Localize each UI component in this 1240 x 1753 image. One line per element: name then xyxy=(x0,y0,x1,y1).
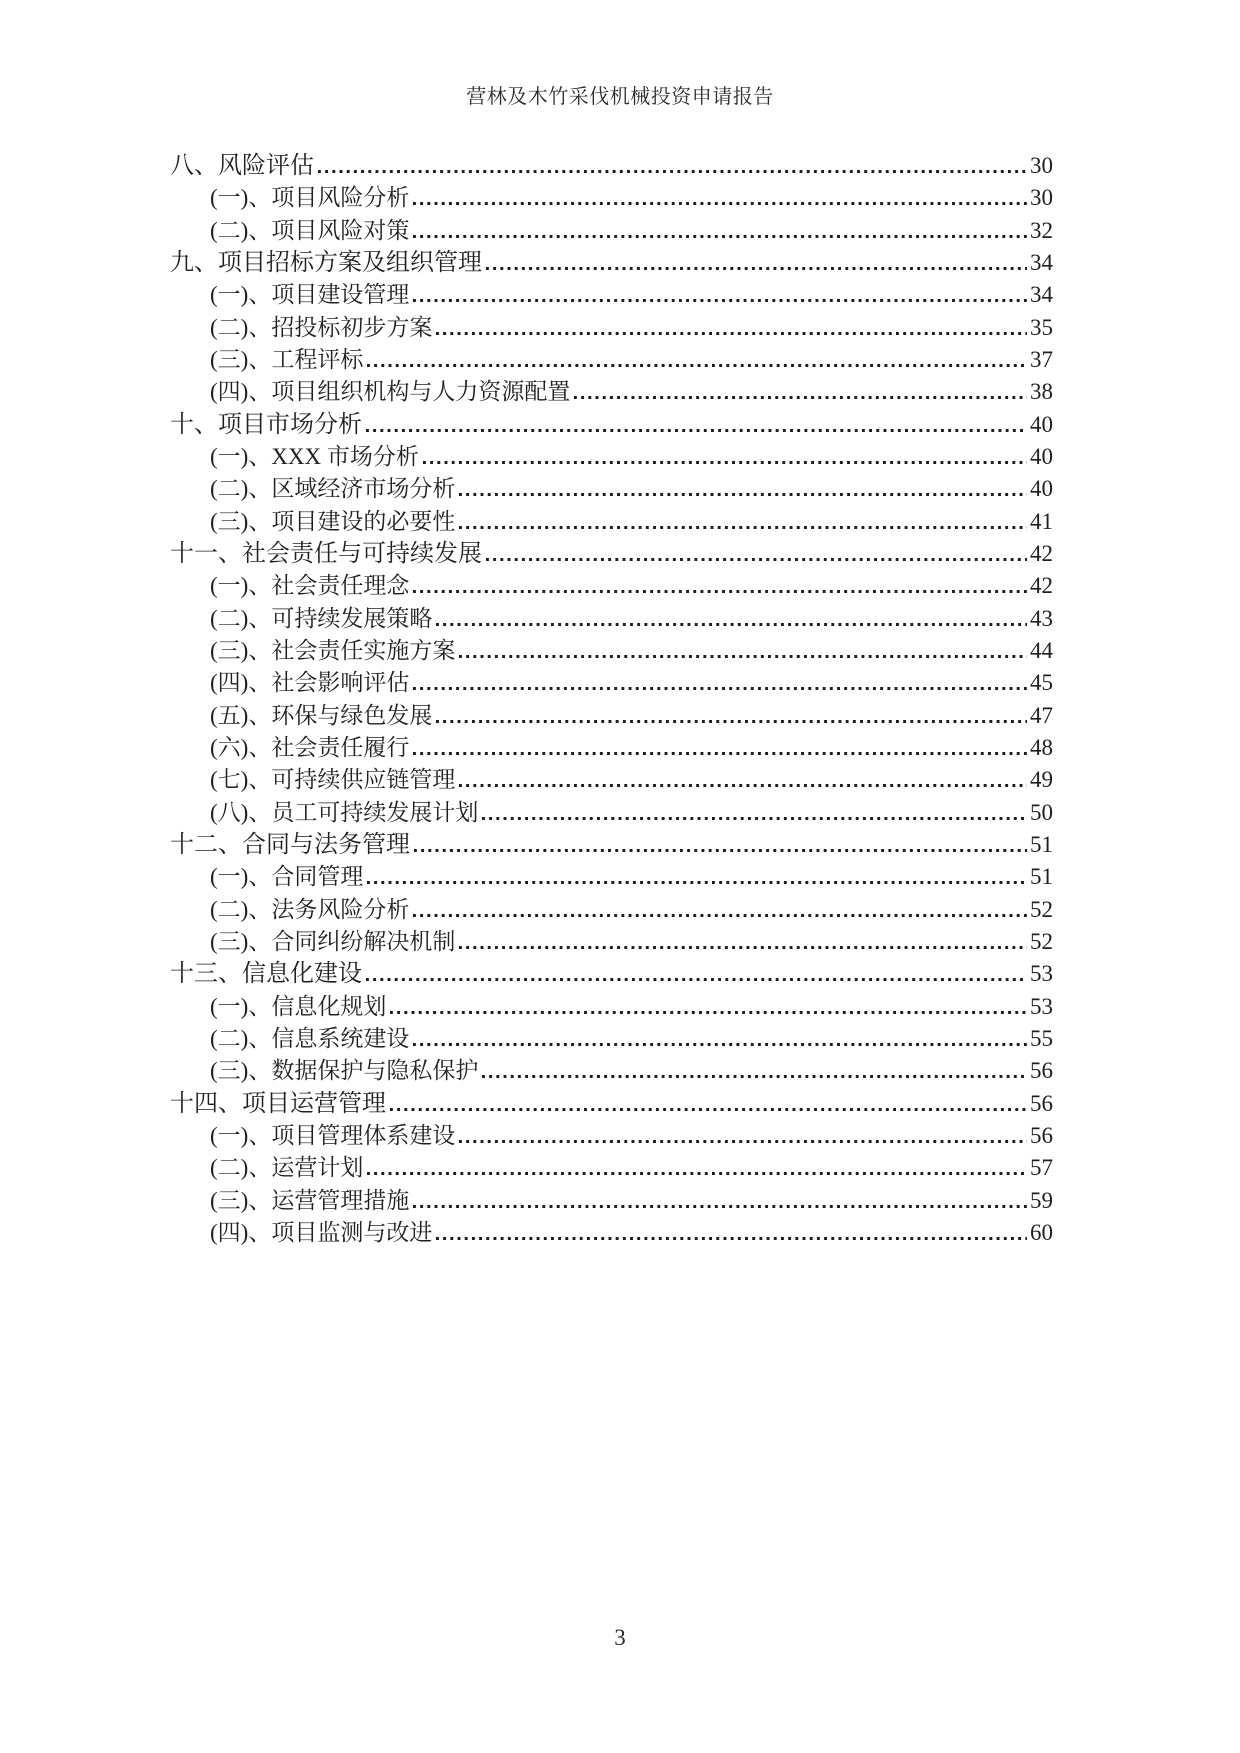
toc-dots-leader xyxy=(390,1108,1027,1111)
toc-entry-page-number: 52 xyxy=(1030,928,1053,954)
toc-entry-title: (八)、员工可持续发展计划 xyxy=(210,799,479,825)
toc-entry[interactable] xyxy=(170,667,1053,699)
toc-dots-leader xyxy=(459,493,1027,496)
toc-entry-page-number: 56 xyxy=(1030,1058,1053,1084)
toc-entry[interactable] xyxy=(170,247,1053,279)
toc-entry[interactable] xyxy=(170,829,1053,861)
toc xyxy=(170,150,1053,1249)
toc-entry-page-number: 30 xyxy=(1030,153,1053,178)
toc-dots-leader xyxy=(413,687,1027,690)
toc-dots-leader xyxy=(413,1043,1027,1046)
toc-dots-leader xyxy=(367,364,1027,367)
toc-entry-title: (七)、可持续供应链管理 xyxy=(210,767,456,793)
toc-entry-page-number: 53 xyxy=(1030,961,1053,987)
toc-entry[interactable] xyxy=(170,991,1053,1023)
toc-entry[interactable] xyxy=(170,1152,1053,1184)
toc-entry-page-number: 49 xyxy=(1030,767,1053,793)
toc-entry[interactable] xyxy=(170,1055,1053,1087)
toc-dots-leader xyxy=(574,396,1027,399)
toc-entry[interactable] xyxy=(170,732,1053,764)
toc-dots-leader xyxy=(459,655,1027,658)
toc-entry-page-number: 53 xyxy=(1030,993,1053,1019)
toc-dots-leader xyxy=(423,461,1027,464)
toc-entry-page-number: 42 xyxy=(1030,540,1053,566)
toc-entry-page-number: 40 xyxy=(1030,443,1053,469)
toc-entry[interactable] xyxy=(170,506,1053,538)
toc-entry-page-number: 50 xyxy=(1030,799,1053,825)
toc-entry-page-number: 43 xyxy=(1030,605,1053,631)
toc-dots-leader xyxy=(366,978,1027,981)
toc-entry[interactable] xyxy=(170,570,1053,602)
toc-entry-title: (一)、XXX 市场分析 xyxy=(210,443,419,469)
toc-entry-page-number: 41 xyxy=(1030,508,1053,534)
toc-entry[interactable] xyxy=(170,603,1053,635)
toc-entry-title: (三)、社会责任实施方案 xyxy=(210,637,456,663)
toc-entry[interactable] xyxy=(170,958,1053,990)
toc-entry[interactable] xyxy=(170,150,1053,182)
toc-dots-leader xyxy=(459,784,1027,787)
toc-entry[interactable] xyxy=(170,312,1053,344)
toc-entry-title: (一)、社会责任理念 xyxy=(210,573,410,599)
toc-entry-title: (五)、环保与绿色发展 xyxy=(210,702,433,728)
toc-entry-page-number: 40 xyxy=(1030,411,1053,437)
toc-entry-page-number: 48 xyxy=(1030,734,1053,760)
toc-entry-page-number: 51 xyxy=(1030,864,1053,890)
toc-entry-title: (二)、信息系统建设 xyxy=(210,1025,410,1051)
toc-entry-title: (一)、合同管理 xyxy=(210,864,364,890)
toc-dots-leader xyxy=(318,170,1027,173)
toc-dots-leader xyxy=(486,267,1027,270)
toc-dots-leader xyxy=(366,429,1027,432)
toc-entry-page-number: 34 xyxy=(1030,282,1053,308)
toc-entry[interactable] xyxy=(170,635,1053,667)
toc-dots-leader xyxy=(459,946,1027,949)
toc-entry-page-number: 51 xyxy=(1030,831,1053,857)
toc-entry-page-number: 55 xyxy=(1030,1025,1053,1051)
toc-dots-leader xyxy=(367,1172,1027,1175)
toc-entry[interactable] xyxy=(170,376,1053,408)
toc-entry[interactable] xyxy=(170,279,1053,311)
toc-entry[interactable] xyxy=(170,1023,1053,1055)
toc-dots-leader xyxy=(413,202,1027,205)
toc-dots-leader xyxy=(486,558,1027,561)
toc-entry-page-number: 38 xyxy=(1030,379,1053,405)
toc-dots-leader xyxy=(459,526,1027,529)
toc-entry-page-number: 35 xyxy=(1030,314,1053,340)
toc-entry-title: (三)、合同纠纷解决机制 xyxy=(210,928,456,954)
toc-entry-title: (三)、项目建设的必要性 xyxy=(210,508,456,534)
toc-entry[interactable] xyxy=(170,894,1053,926)
toc-entry-title: 十四、项目运营管理 xyxy=(170,1090,386,1117)
toc-entry-title: (二)、可持续发展策略 xyxy=(210,605,433,631)
toc-entry-title: (二)、项目风险对策 xyxy=(210,217,410,243)
toc-entry-title: (四)、项目组织机构与人力资源配置 xyxy=(210,379,571,405)
toc-entry-page-number: 30 xyxy=(1030,185,1053,211)
toc-entry-title: (一)、项目风险分析 xyxy=(210,185,410,211)
toc-entry-title: (四)、项目监测与改进 xyxy=(210,1219,433,1245)
toc-entry-title: (一)、信息化规划 xyxy=(210,993,387,1019)
toc-dots-leader xyxy=(436,720,1027,723)
toc-entry-title: 十、项目市场分析 xyxy=(170,411,362,438)
toc-entry-title: (一)、项目管理体系建设 xyxy=(210,1122,456,1148)
toc-entry-page-number: 56 xyxy=(1030,1122,1053,1148)
toc-entry-title: (六)、社会责任履行 xyxy=(210,734,410,760)
toc-dots-leader xyxy=(413,1205,1027,1208)
toc-entry[interactable] xyxy=(170,344,1053,376)
toc-entry-page-number: 57 xyxy=(1030,1155,1053,1181)
toc-entry-page-number: 40 xyxy=(1030,476,1053,502)
toc-entry-title: (二)、运营计划 xyxy=(210,1155,364,1181)
toc-dots-leader xyxy=(413,914,1027,917)
toc-entry-page-number: 59 xyxy=(1030,1187,1053,1213)
toc-entry-title: 十一、社会责任与可持续发展 xyxy=(170,540,482,567)
toc-entry-title: (三)、工程评标 xyxy=(210,346,364,372)
toc-dots-leader xyxy=(413,590,1027,593)
toc-entry-page-number: 44 xyxy=(1030,637,1053,663)
page-header-title: 营林及木竹采伐机械投资申请报告 xyxy=(466,86,774,108)
toc-entry-page-number: 34 xyxy=(1030,249,1053,275)
toc-entry-title: 八、风险评估 xyxy=(170,153,314,179)
toc-dots-leader xyxy=(413,752,1027,755)
toc-entry-page-number: 45 xyxy=(1030,670,1053,696)
toc-entry-title: 十二、合同与法务管理 xyxy=(170,831,410,858)
toc-entry[interactable] xyxy=(170,182,1053,214)
toc-entry-page-number: 56 xyxy=(1030,1090,1053,1116)
toc-entry-title: (三)、数据保护与隐私保护 xyxy=(210,1058,479,1084)
toc-dots-leader xyxy=(482,817,1027,820)
page-number-footer: 3 xyxy=(614,1625,626,1650)
toc-entry[interactable] xyxy=(170,409,1053,441)
toc-dots-leader xyxy=(436,332,1027,335)
toc-entry-title: (四)、社会影响评估 xyxy=(210,670,410,696)
toc-entry[interactable] xyxy=(170,1217,1053,1249)
toc-entry-page-number: 42 xyxy=(1030,573,1053,599)
toc-dots-leader xyxy=(436,623,1027,626)
toc-entry-page-number: 52 xyxy=(1030,896,1053,922)
toc-entry-title: (一)、项目建设管理 xyxy=(210,282,410,308)
toc-entry[interactable] xyxy=(170,1185,1053,1217)
toc-entry-title: (三)、运营管理措施 xyxy=(210,1187,410,1213)
toc-dots-leader xyxy=(459,1140,1027,1143)
toc-dots-leader xyxy=(482,1075,1027,1078)
toc-entry[interactable] xyxy=(170,926,1053,958)
toc-entry-title: (二)、招投标初步方案 xyxy=(210,314,433,340)
toc-dots-leader xyxy=(413,299,1027,302)
toc-entry[interactable] xyxy=(170,700,1053,732)
toc-entry-page-number: 37 xyxy=(1030,346,1053,372)
toc-entry-title: (二)、区域经济市场分析 xyxy=(210,476,456,502)
toc-dots-leader xyxy=(436,1237,1027,1240)
toc-entry[interactable] xyxy=(170,538,1053,570)
toc-entry[interactable] xyxy=(170,797,1053,829)
toc-entry[interactable] xyxy=(170,764,1053,796)
toc-entry[interactable] xyxy=(170,861,1053,893)
toc-dots-leader xyxy=(413,235,1027,238)
toc-entry-page-number: 32 xyxy=(1030,217,1053,243)
toc-entry-title: 九、项目招标方案及组织管理 xyxy=(170,249,482,276)
toc-entry[interactable] xyxy=(170,215,1053,247)
toc-entry-page-number: 47 xyxy=(1030,702,1053,728)
toc-dots-leader xyxy=(390,1011,1027,1014)
toc-entry[interactable] xyxy=(170,441,1053,473)
toc-dots-leader xyxy=(414,849,1027,852)
toc-entry-page-number: 60 xyxy=(1030,1219,1053,1245)
toc-entry[interactable] xyxy=(170,1120,1053,1152)
toc-dots-leader xyxy=(367,881,1027,884)
toc-entry[interactable] xyxy=(170,1088,1053,1120)
toc-entry[interactable] xyxy=(170,473,1053,505)
toc-entry-title: (二)、法务风险分析 xyxy=(210,896,410,922)
toc-entry-title: 十三、信息化建设 xyxy=(170,961,362,988)
